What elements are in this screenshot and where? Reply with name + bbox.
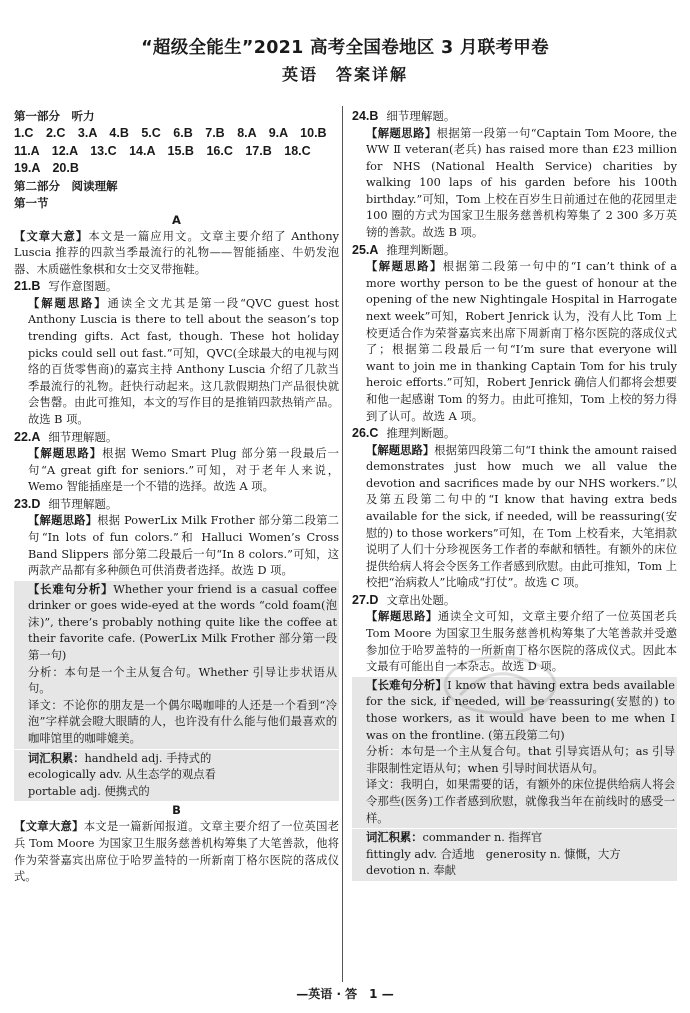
- q26-answer: 26.C: [352, 426, 379, 441]
- long-sentence-a-translation: 译文：不论你的朋友是一个偶尔喝咖啡的人还是一个看到“冷泡”字样就会瞪大眼睛的人，也许没有什么能与他们最喜欢的咖啡馆里的咖啡媲美。: [28, 698, 337, 746]
- page-footer: —英语 · 答 1 —: [296, 987, 394, 1001]
- long-sentence-b-analysis: 分析：本句是一个主从复合句。that 引导宾语从句；as 引导非限制性定语从句；when 引导时间状语从句。: [366, 745, 675, 775]
- q24-explanation: [352, 126, 677, 242]
- column-divider: [342, 106, 343, 982]
- part2-heading: 第二部分 阅读理解: [14, 178, 118, 193]
- q22-explanation: [14, 446, 339, 496]
- q24-heading: [352, 108, 677, 126]
- q24-tag: 【解题思路】: [366, 126, 437, 140]
- long-sentence-a: [28, 582, 337, 665]
- watermark-logo: [440, 650, 560, 720]
- vocab-a-tag: 词汇积累：: [28, 751, 85, 765]
- vocab-a-item: handheld adj. 手持式的: [84, 751, 212, 765]
- part1-heading: 第一部分 听力: [14, 109, 95, 123]
- section1-heading: 第一节: [14, 195, 49, 210]
- q27-heading: [352, 592, 677, 610]
- right-column: [352, 108, 677, 882]
- page-title: “超级全能生”2021 高考全国卷地区 3 月联考甲卷: [141, 38, 549, 58]
- long-sentence-a-tag: 【长难句分析】: [28, 582, 114, 596]
- answer-line-2: 11.A 12.A 13.C 14.A 15.B 16.C 17.B 18.C: [14, 143, 311, 158]
- q23-tag: 【解题思路】: [28, 514, 98, 528]
- vocab-a-item: ecologically adv. 从生态学的观点看: [28, 768, 216, 782]
- q22-answer: 22.A: [14, 429, 41, 444]
- q21-tag: 【解题思路】: [28, 296, 108, 310]
- q22-tag: 【解题思路】: [28, 447, 103, 461]
- q26-heading: [352, 425, 677, 443]
- q25-answer: 25.A: [352, 242, 379, 257]
- summary-a-text: 本文是一篇应用文。文章主要介绍了 Anthony Luscia 推荐的四款当季最流行的礼物——智能插座、牛奶发泡器、木质磁性象棋和女士交叉带拖鞋。: [14, 229, 339, 276]
- q22-text: 根据 Wemo Smart Plug 部分第一段最后一句“A great gift for seniors.”可知，对于老年人来说，Wemo 智能插座是一个不错的选择。故选 A 项。: [28, 447, 339, 494]
- q26-type: 推理判断题。: [386, 426, 456, 441]
- vocab-box-b: [352, 829, 677, 881]
- vocab-b-tag: 词汇积累：: [366, 831, 423, 845]
- long-sentence-a-analysis: 分析：本句是一个主从复合句。Whether 引导让步状语从句。: [28, 665, 337, 696]
- q23-heading: [14, 496, 339, 514]
- summary-a-tag: 【文章大意】: [14, 229, 89, 243]
- passage-b-label: B: [172, 803, 181, 818]
- q23-text: 根据 PowerLix Milk Frother 部分第二段第二句“In lots of fun colors.”和 Halluci Women’s Cross Band Slippers 部分第二段最后一句“In 8 colors.”可知，这两款产品都有多种颜色可供消费者选择。故选 D 项。: [28, 514, 339, 578]
- q25-text: 根据第二段第一句中的“I can’t think of a more worthy person to be the guest of honour at the opening of the new Nightingale Hospital in Harrogate next week”可知，Robert Jenrick 认为，没有人比 Tom 上校更适合作为荣誉嘉宾来出席下周新南丁格尔医院的落成仪式了；根据第二段最后一句“I’m sure that everyone will want to join me in thanking Captain Tom for his truly heroic efforts.”可知，Robert Jenrick 确信人们都将会想要和他一起感谢 Tom 的努力。由此可推知，Tom 上校的努力得到了认可。故选 A 项。: [366, 260, 677, 423]
- vocab-a-item: portable adj. 便携式的: [28, 784, 150, 798]
- passage-a-label: A: [172, 212, 181, 227]
- q21-explanation: [14, 296, 339, 429]
- q23-explanation: [14, 513, 339, 579]
- q24-text: 根据第一段第一句“Captain Tom Moore, the WW Ⅱ veteran(老兵) has raised more than £23 million for NHS (National Health Service) charities by walking 100 laps of his garden before his 100th birthday.”可知，Tom 上校在百岁生日前通过在他的花园里走 100 圈的方式为国家卫生服务慈善机构筹集了 2 300 多万英镑的善款。故选 B 项。: [366, 126, 677, 240]
- q27-type: 文章出处题。: [386, 592, 456, 607]
- q22-heading: [14, 429, 339, 447]
- summary-b-tag: 【文章大意】: [14, 820, 84, 834]
- page-header: [0, 36, 690, 88]
- summary-b: [14, 819, 339, 885]
- q21-heading: [14, 278, 339, 296]
- long-sentence-a-text: Whether your friend is a casual coffee drinker or goes wide-eyed at the words “cold foam(泡沫)”, there’s probably nothing quite like the coffee at their favorite cafe. (PowerLix Milk Frother 部分第一段第一句): [28, 582, 337, 663]
- q25-heading: [352, 242, 677, 260]
- q21-text: 通读全文尤其是第一段“QVC guest host Anthony Luscia is there to tell about the season’s top trending gifts. Act fast, though. These hot holiday picks could sell out fast.”可知，QVC(全球最大的电视与网络的百货零售商)的嘉宾主持 Anthony Luscia 介绍了几款当季最流行的礼物。赶快行动起来。这几款假期热门产品很快就会售罄。由此可推知，本文的写作目的是推销四款热销产品。故选 B 项。: [28, 296, 339, 426]
- q26-tag: 【解题思路】: [366, 443, 435, 457]
- q27-tag: 【解题思路】: [366, 610, 438, 624]
- vocab-b-item: commander n. 指挥官: [422, 831, 543, 845]
- vocab-b-item: fittingly adv. 合适地 generosity n. 慷慨，大方: [366, 847, 621, 861]
- q27-text: 通读全文可知，文章主要介绍了一位英国老兵 Tom Moore 为国家卫生服务慈善机构筹集了大笔善款并受邀参加位于哈罗盖特的一所新南丁格尔医院的落成仪式。因此本文最有可能出自一本杂志。故选 D 项。: [366, 610, 677, 674]
- left-column: [14, 108, 339, 886]
- long-sentence-box-a: [14, 581, 339, 749]
- vocab-b-item: devotion n. 奉献: [366, 864, 456, 878]
- q25-type: 推理判断题。: [386, 242, 456, 257]
- q21-answer: 21.B: [14, 279, 41, 294]
- q25-explanation: [352, 259, 677, 425]
- long-sentence-b-tag: 【长难句分析】: [366, 678, 448, 692]
- q26-explanation: [352, 443, 677, 592]
- q23-answer: 23.D: [14, 496, 41, 511]
- summary-a: [14, 229, 339, 279]
- q22-type: 细节理解题。: [48, 429, 118, 444]
- answer-line-1: 1.C 2.C 3.A 4.B 5.C 6.B 7.B 8.A 9.A 10.B: [14, 126, 327, 140]
- long-sentence-b-translation: 译文：我明白，如果需要的话，有额外的床位提供给病人将会令那些(医务)工作者感到欣慰，就像我当年在前线时的感受一样。: [366, 778, 675, 825]
- q24-type: 细节理解题。: [386, 109, 456, 123]
- q27-answer: 27.D: [352, 592, 379, 607]
- page-subtitle: 英语 答案详解: [281, 65, 408, 84]
- q26-text: 根据第四段第二句“I think the amount raised demonstrates just how much we all value the devotion and sacrifices made by our NHS workers.”以及第五段第二句中的“I know that having extra beds available for the sick, if needed, will be reassuring(安慰的) to those workers”可知，在 Tom 上校看来，大笔捐款说明了人们十分珍视医务工作者的奉献和牺牲。有额外的床位提供给病人将会令医务工作者感到欣慰。由此可推知，Tom 上校把“治病救人”比喻成“打仗”。故选 C 项。: [366, 443, 677, 590]
- long-sentence-b-text: I know that having extra beds available for the sick, if needed, will be reassuring(安慰的) to those workers, as it would have been to me when I was on the frontline. (第五段第二句): [366, 678, 675, 742]
- q23-type: 细节理解题。: [48, 496, 118, 511]
- q21-type: 写作意图题。: [48, 279, 118, 294]
- answer-line-3: 19.A 20.B: [14, 161, 79, 175]
- summary-b-text: 本文是一篇新闻报道。文章主要介绍了一位英国老兵 Tom Moore 为国家卫生服务慈善机构筹集了大笔善款，他将作为荣誉嘉宾出席位于哈罗盖特的一所新南丁格尔医院的落成仪式。: [14, 820, 339, 884]
- q24-answer: 24.B: [352, 109, 379, 123]
- vocab-box-a: [14, 750, 339, 802]
- q25-tag: 【解题思路】: [366, 260, 443, 274]
